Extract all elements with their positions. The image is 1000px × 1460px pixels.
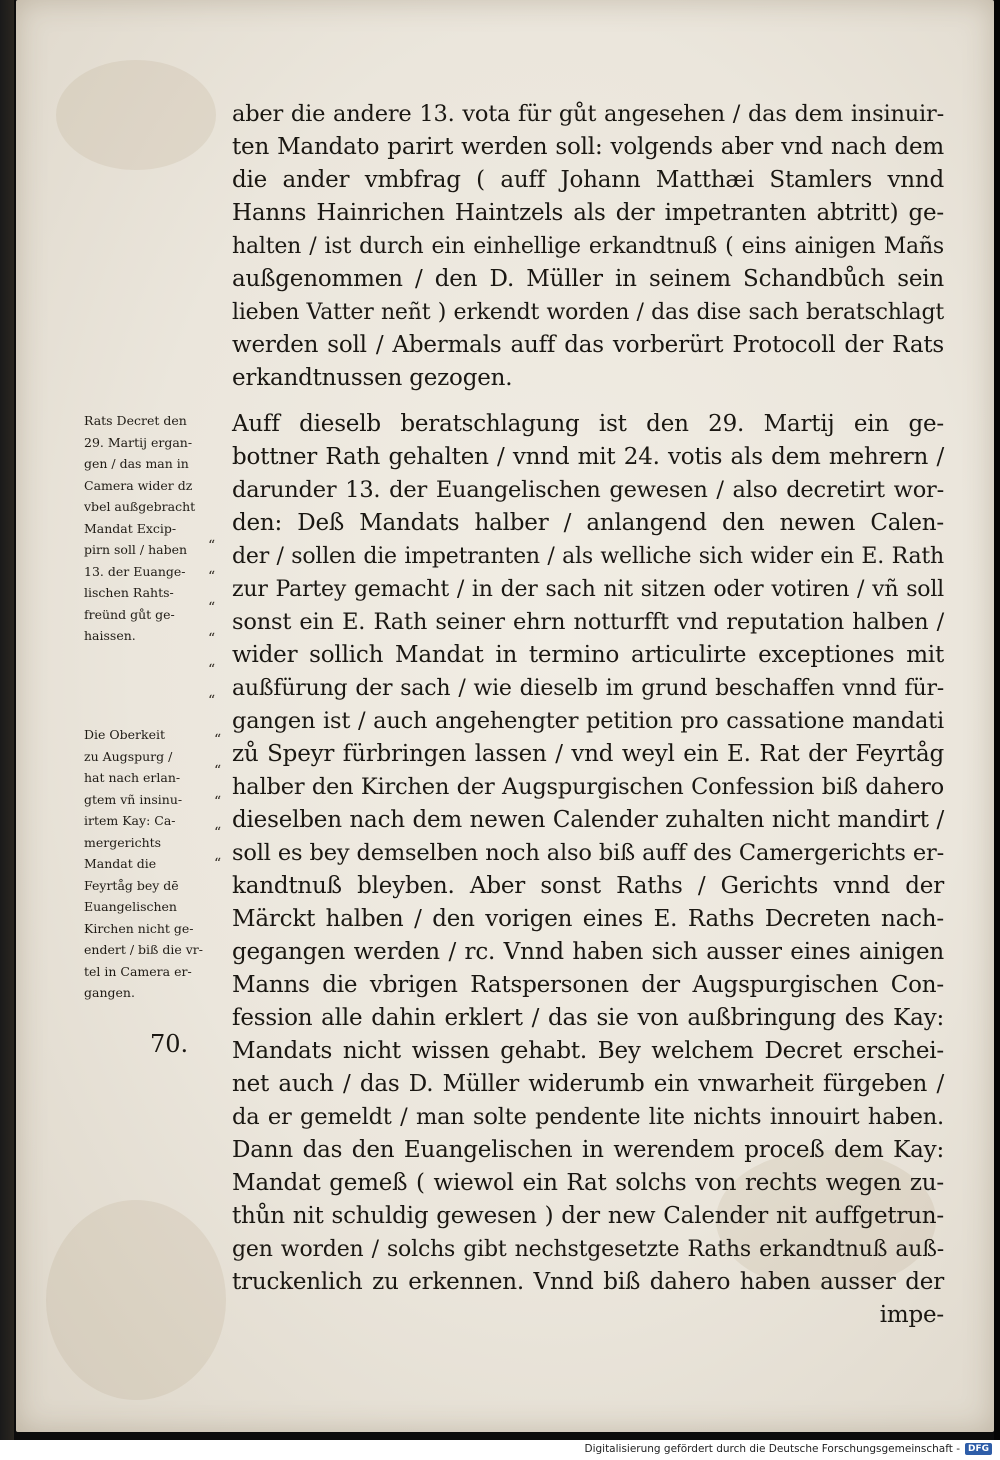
margin-line: Mandat Excip-	[84, 520, 177, 536]
quote-mark: “	[208, 693, 216, 709]
text-line: net auch / das D. Müller widerumb ein vnwarheit fürgeben /	[232, 1071, 944, 1097]
margin-line: hat nach erlan-	[84, 770, 181, 785]
quote-mark: “	[214, 825, 222, 841]
quote-mark: “	[208, 538, 216, 554]
text-line: wider sollich Mandat in termino articulirte exceptiones mit	[232, 642, 944, 668]
text-line: Auff dieselb beratschlagung ist den 29. Martij ein ge-	[232, 411, 944, 437]
text-line: Märckt halben / den vorigen eines E. Raths Decreten nach-	[232, 906, 944, 932]
text-line: halten / ist durch ein einhellige erkandtnuß ( eins ainigen Mañs	[232, 234, 944, 259]
digitization-footer	[0, 1440, 1000, 1460]
text-line: zur Partey gemacht / in der sach nit sitzen oder votiren / vñ soll	[232, 577, 944, 602]
folio-number: 70.	[150, 1030, 189, 1058]
text-line: truckenlich zu erkennen. Vnnd biß dahero haben ausser der	[232, 1269, 944, 1295]
text-line: außfürung der sach / wie dieselb im grund beschaffen vnnd für-	[232, 676, 944, 701]
text-line: Dann das den Euangelischen in werendem proceß dem Kay:	[232, 1137, 944, 1163]
quote-mark: “	[208, 569, 216, 585]
text-line: thůn nit schuldig gewesen ) der new Calender nit auffgetrun-	[232, 1203, 944, 1229]
text-line: gegangen werden / rc. Vnnd haben sich ausser eines ainigen	[232, 939, 944, 965]
binding-edge	[0, 0, 14, 1440]
quote-mark: “	[214, 794, 222, 810]
catchword: impe-	[879, 1302, 944, 1328]
dfg-logo: DFG	[965, 1443, 992, 1455]
quote-mark: “	[214, 856, 222, 872]
text-line: soll es bey demselben noch also biß auff des Camergerichts er-	[232, 840, 944, 866]
quote-mark: “	[214, 763, 222, 779]
margin-line: Die Oberkeit	[84, 727, 166, 742]
margin-line: 13. der Euange-	[84, 563, 186, 579]
funding-credit: Digitalisierung gefördert durch die Deutsche Forschungsgemeinschaft -	[584, 1443, 960, 1455]
margin-line: endert / biß die vr-	[84, 942, 203, 957]
margin-line: Mandat die	[84, 856, 157, 871]
text-line: bottner Rath gehalten / vnnd mit 24. votis als dem mehrern /	[232, 444, 944, 470]
text-line: sonst ein E. Rath seiner ehrn notturfft vnd reputation halben /	[232, 609, 944, 635]
quote-mark: “	[214, 732, 222, 748]
text-line: darunder 13. der Euangelischen gewesen / also decretirt wor-	[232, 477, 944, 503]
margin-line: 29. Martij ergan-	[84, 434, 193, 450]
text-line: gangen ist / auch angehengter petition pro cassatione mandati	[232, 708, 944, 734]
text-line: werden soll / Abermals auff das vorberürt Protocoll der Rats	[232, 332, 944, 358]
paper-stain	[56, 60, 216, 170]
text-line: Hanns Hainrichen Haintzels als der impetranten abtritt) ge-	[232, 200, 944, 226]
margin-line: lischen Rahts-	[84, 585, 174, 600]
main-text-block-1	[232, 98, 944, 395]
margin-line: Feyrtåg bey dē	[84, 877, 179, 893]
quotation-marks-column	[214, 725, 238, 880]
text-line: der / sollen die impetranten / als welliche sich wider ein E. Rath	[232, 544, 944, 569]
text-line: die ander vmbfrag ( auff Johann Matthæi Stamlers vnnd	[232, 167, 944, 193]
margin-line: pirn soll / haben	[84, 542, 188, 557]
margin-line: haissen.	[84, 628, 136, 643]
quotation-marks-column	[208, 531, 232, 717]
margin-line: vbel außgebracht	[84, 499, 196, 514]
margin-line: Euangelischen	[84, 899, 177, 914]
paper-stain	[46, 1200, 226, 1400]
text-line: da er gemeldt / man solte pendente lite nichts innouirt haben.	[232, 1104, 944, 1130]
text-line: zů Speyr fürbringen lassen / vnd weyl ein E. Rat der Feyrtåg	[232, 741, 944, 767]
text-line: erkandtnussen gezogen.	[232, 365, 513, 391]
text-line: ten Mandato parirt werden soll: volgends aber vnd nach dem	[232, 134, 944, 160]
margin-line: gtem vñ insinu-	[84, 791, 183, 807]
quote-mark: “	[208, 600, 216, 616]
quote-mark: “	[208, 662, 216, 678]
text-line: Mandats nicht wissen gehabt. Bey welchem Decret erschei-	[232, 1038, 944, 1064]
margin-line: Camera wider dz	[84, 477, 193, 493]
text-line: fession alle dahin erklert / das sie von außbringung des Kay:	[232, 1005, 944, 1031]
text-line: dieselben nach dem newen Calender zuhalten nicht mandirt /	[232, 807, 944, 833]
margin-line: irtem Kay: Ca-	[84, 813, 176, 828]
main-text-block-2	[232, 408, 944, 1332]
text-line: den: Deß Mandats halber / anlangend den newen Calen-	[232, 510, 944, 536]
quote-mark: “	[208, 631, 216, 647]
scan-edge-right	[994, 0, 1000, 1440]
margin-line: freünd gůt ge-	[84, 606, 175, 622]
margin-line: zu Augspurg /	[84, 748, 173, 764]
margin-line: gen / das man in	[84, 456, 189, 471]
text-line: aber die andere 13. vota für gůt angesehen / das dem insinuir-	[232, 101, 944, 127]
text-line: außgenommen / den D. Müller in seinem Schandbůch sein	[232, 266, 944, 292]
text-line: kandtnuß bleyben. Aber sonst Raths / Gerichts vnnd der	[232, 873, 944, 899]
margin-line: tel in Camera er-	[84, 963, 192, 979]
margin-line: Kirchen nicht ge-	[84, 920, 194, 936]
text-line: gen worden / solchs gibt nechstgesetzte Raths erkandtnuß auß-	[232, 1237, 944, 1262]
margin-note-oberkeit	[84, 724, 232, 1004]
margin-line: gangen.	[84, 985, 135, 1000]
text-line: Mandat gemeß ( wiewol ein Rat solchs von rechts wegen zu-	[232, 1170, 944, 1196]
text-line: halber den Kirchen der Augspurgischen Confession biß dahero	[232, 774, 944, 800]
text-line: Manns die vbrigen Ratspersonen der Augspurgischen Con-	[232, 972, 944, 998]
margin-line: Rats Decret den	[84, 413, 187, 428]
text-line: lieben Vatter neñt ) erkendt worden / das dise sach beratschlagt	[232, 300, 944, 325]
margin-line: mergerichts	[84, 834, 162, 850]
